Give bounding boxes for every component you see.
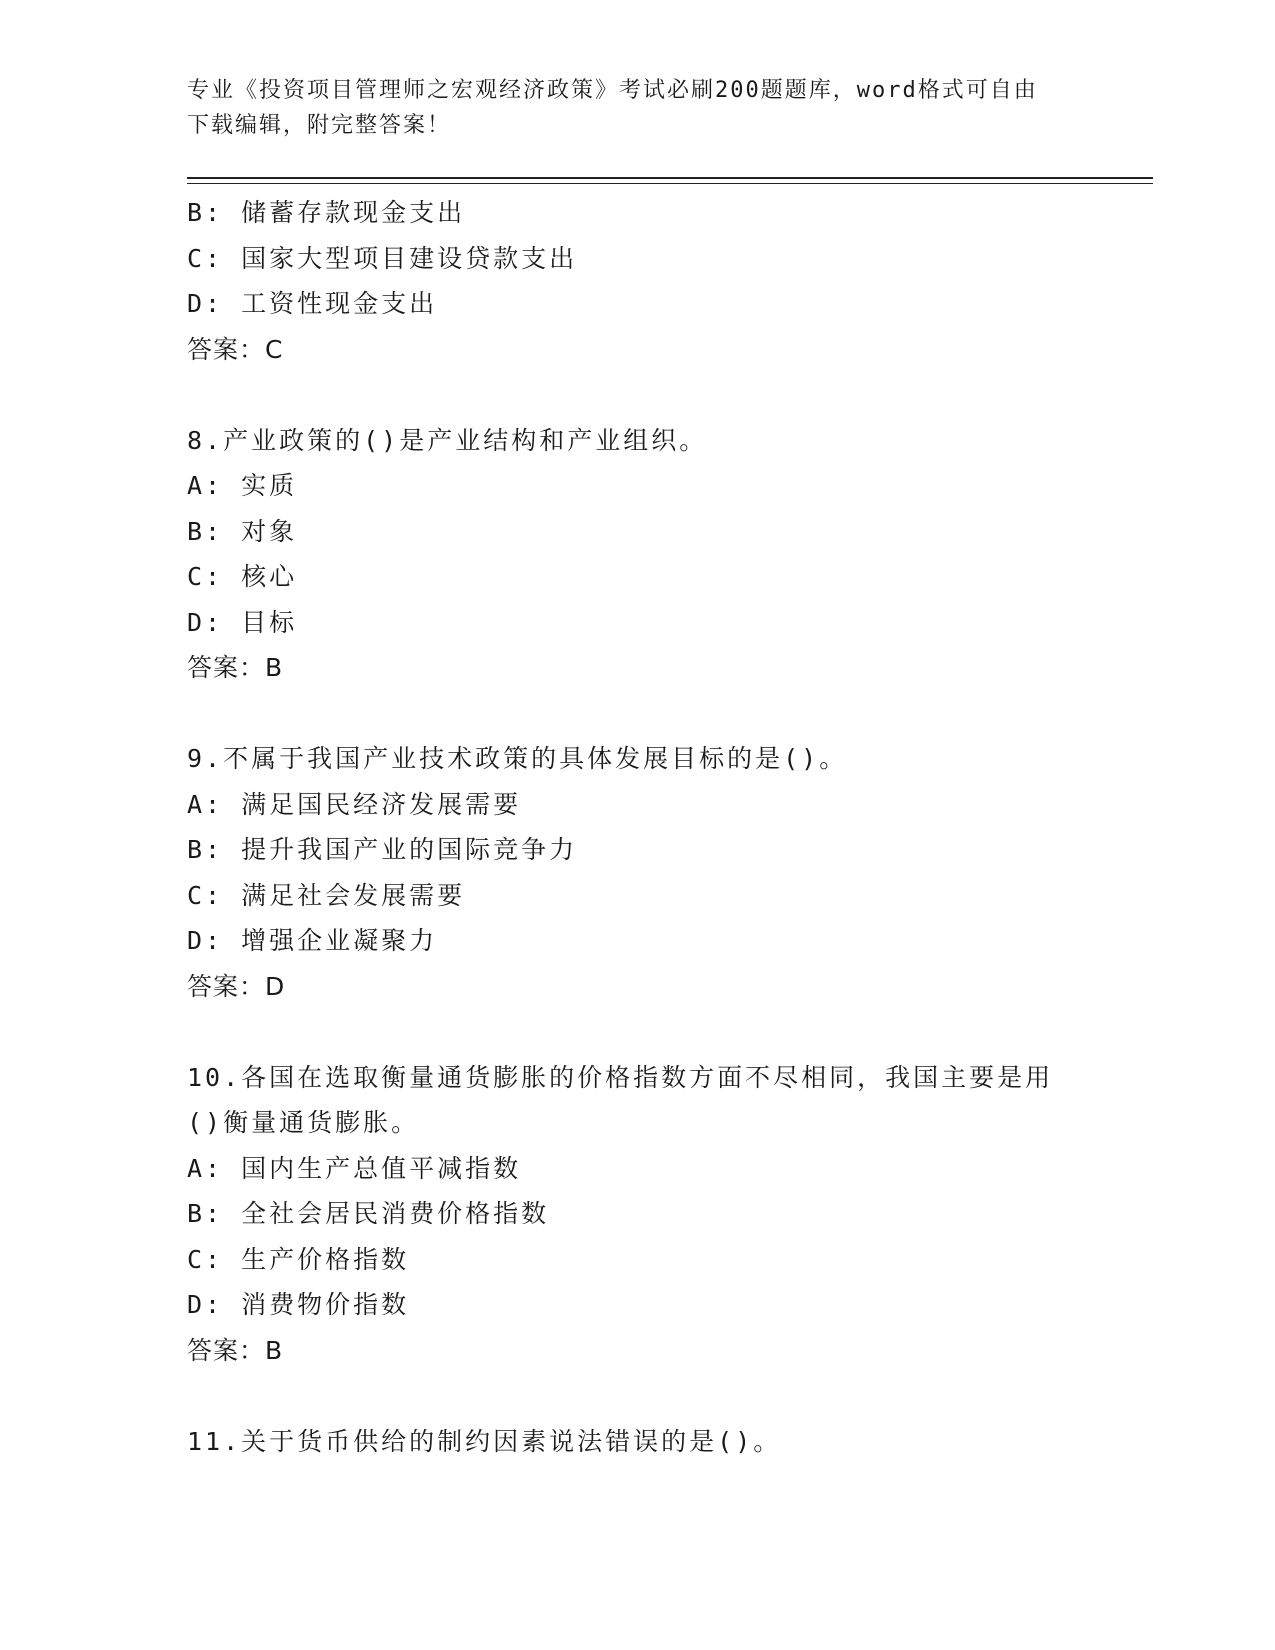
partial-question-7 [187,190,1087,372]
question-10 [187,1055,1087,1374]
answer-line: 答案：B [187,653,284,682]
option-b: B: 储蓄存款现金支出 [187,198,466,227]
option-d: D: 增强企业凝聚力 [187,926,438,955]
question-stem: 8.产业政策的()是产业结构和产业组织。 [187,425,708,455]
question-11 [187,1419,1087,1465]
question-stem-line-2: ()衡量通货膨胀。 [187,1108,420,1137]
option-b: B: 提升我国产业的国际竞争力 [187,835,578,864]
option-c: C: 满足社会发展需要 [187,880,466,910]
option-a: A: 国内生产总值平减指数 [187,1153,522,1183]
option-b: B: 全社会居民消费价格指数 [187,1199,550,1228]
answer-line: 答案：B [187,1335,284,1365]
document-header [187,73,1067,143]
question-stem: 9.不属于我国产业技术政策的具体发展目标的是()。 [187,744,848,773]
answer-line: 答案：C [187,334,284,364]
answer-line: 答案：D [187,971,286,1001]
option-b: B: 对象 [187,516,298,546]
question-list [187,190,1087,1464]
header-divider-thin [187,183,1153,184]
option-a: A: 实质 [187,471,298,500]
option-d: D: 工资性现金支出 [187,289,438,318]
header-line-2: 下载编辑，附完整答案！ [187,113,452,138]
option-c: C: 生产价格指数 [187,1244,410,1274]
option-a: A: 满足国民经济发展需要 [187,789,522,819]
question-stem: 11.关于货币供给的制约因素说法错误的是()。 [187,1426,782,1456]
question-stem-line-1: 10.各国在选取衡量通货膨胀的价格指数方面不尽相同，我国主要是用 [187,1062,1054,1092]
option-c: C: 核心 [187,562,298,591]
header-line-1: 专业《投资项目管理师之宏观经济政策》考试必刷200题题库，word格式可自由 [187,78,1038,103]
option-d: D: 消费物价指数 [187,1290,410,1319]
header-divider-thick [187,177,1153,179]
question-9 [187,736,1087,1009]
option-d: D: 目标 [187,607,298,637]
option-c: C: 国家大型项目建设贷款支出 [187,243,578,273]
question-8 [187,418,1087,691]
